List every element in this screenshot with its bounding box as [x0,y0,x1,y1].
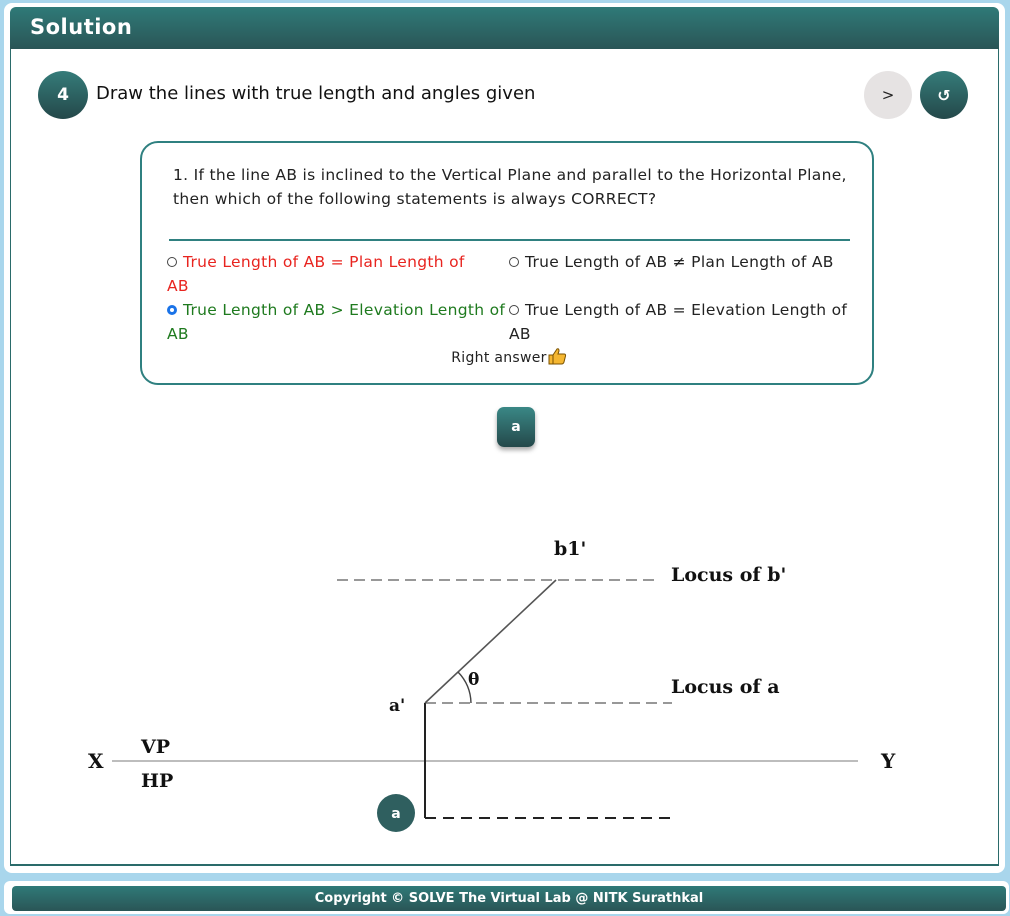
label-vp: VP [141,736,171,758]
reset-button[interactable]: ↺ [920,71,968,119]
quiz-option-label: True Length of AB = Plan Length of AB [167,253,465,295]
label-hp: HP [141,770,174,792]
label-y: Y [881,749,896,773]
quiz-option-label: True Length of AB ≠ Plan Length of AB [525,253,834,271]
step-instruction: Draw the lines with true length and angles given [96,83,536,104]
panel-title: Solution [30,15,133,39]
label-b1-prime: b1' [554,538,587,560]
quiz-option-label: True Length of AB > Elevation Length of AB [167,301,506,343]
label-x: X [88,749,104,773]
quiz-question: 1. If the line AB is inclined to the Vertical Plane and parallel to the Horizontal Plane, then which of the following statements is always CORRECT? [173,166,847,208]
point-a-marker-label: a [391,806,401,822]
label-a-prime: a' [389,696,406,716]
true-length-line [425,580,556,703]
feedback-text: Right answer [451,350,547,366]
point-a-marker[interactable] [377,794,415,832]
label-theta: θ [468,670,480,690]
quiz-option-label: True Length of AB = Elevation Length of AB [509,301,848,343]
next-button[interactable]: > [864,71,912,119]
footer-copyright: Copyright © SOLVE The Virtual Lab @ NITK Surathkal [314,891,704,906]
label-locus-b: Locus of b' [671,564,787,586]
label-locus-a: Locus of a [671,676,780,698]
footer [12,886,1006,911]
step-number-badge: 4 [38,71,88,119]
point-a-button[interactable]: a [497,407,535,447]
